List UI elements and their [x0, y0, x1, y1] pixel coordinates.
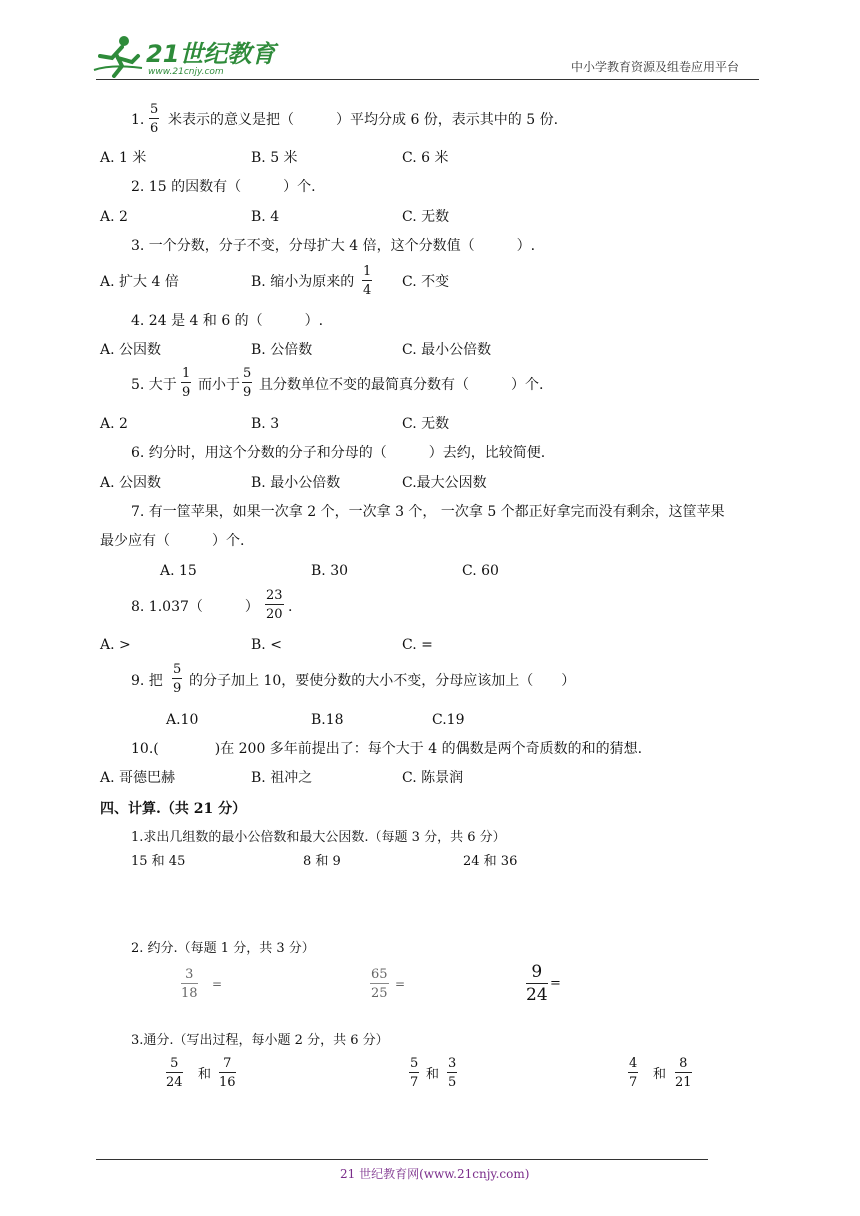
q1-number: 1.: [131, 112, 145, 128]
q5-fraction-2: $\frac{5}{9}$: [243, 366, 252, 400]
q8-option-a: A. >: [100, 637, 131, 653]
q8-text-pre: 8. 1.037（ ）: [131, 599, 259, 615]
calc-3-pair-2-fraction-b: $\frac{3}{5}$: [448, 1056, 457, 1090]
logo-url: www.21cnjy.com: [148, 67, 224, 77]
calc-2-fraction-2: $\frac{65}{25}$: [371, 967, 388, 1001]
q9-text-post: 的分子加上 10，要使分数的大小不变，分母应该加上（ ）: [189, 673, 576, 689]
q7-option-a: A. 15: [160, 563, 197, 579]
q1-option-b: B. 5 米: [251, 150, 298, 166]
q5-option-c: C. 无数: [402, 416, 450, 432]
calc-1-item-3: 24 和 36: [463, 854, 518, 869]
calc-3-pair-3-fraction-b: $\frac{8}{21}$: [675, 1056, 692, 1090]
calc-3-pair-3-fraction-a: $\frac{4}{7}$: [629, 1056, 638, 1090]
calc-2-fraction-1: $\frac{3}{18}$: [181, 967, 198, 1001]
q5-text-post: 且分数单位不变的最简真分数有（ ）个.: [259, 377, 544, 393]
q9-text-pre: 9. 把: [131, 673, 163, 689]
q7-text-line1: 7. 有一筐苹果，如果一次拿 2 个，一次拿 3 个， 一次拿 5 个都正好拿完而没有剩余，这筐苹果: [131, 504, 725, 520]
q4-option-a: A. 公因数: [100, 342, 162, 358]
calc-3-pair-2-fraction-a: $\frac{5}{7}$: [410, 1056, 419, 1090]
q3-option-c: C. 不变: [402, 274, 450, 290]
section-4-title: 四、计算.（共 21 分）: [100, 801, 247, 817]
q10-option-a: A. 哥德巴赫: [100, 770, 176, 786]
calc-3-pair-3-and: 和: [653, 1067, 667, 1082]
q5-text-pre: 5. 大于: [131, 377, 177, 393]
platform-name: 中小学教育资源及组卷应用平台: [571, 60, 740, 74]
calc-1-item-1: 15 和 45: [131, 854, 186, 869]
q7-option-c: C. 60: [462, 563, 499, 579]
calc-3-pair-2-and: 和: [426, 1067, 440, 1082]
footer-text: 21 世纪教育网(www.21cnjy.com): [340, 1167, 530, 1181]
q8-option-c: C. =: [402, 637, 433, 653]
footer-rule: [96, 1159, 708, 1160]
logo-text: 21世纪教育: [146, 40, 276, 68]
q4-option-c: C. 最小公倍数: [402, 342, 492, 358]
q2-option-a: A. 2: [100, 209, 128, 225]
q7-option-b: B. 30: [311, 563, 349, 579]
calc-2-fraction-3: $\frac{9}{24}$: [526, 962, 548, 1005]
q3-option-b: B. 缩小为原来的: [251, 274, 355, 290]
q8-fraction: $\frac{23}{20}$: [266, 588, 283, 622]
q5-fraction-1: $\frac{1}{9}$: [182, 366, 191, 400]
calc-2-equals-2: =: [395, 977, 406, 991]
calc-2-equals-3: =: [550, 976, 561, 991]
q4-text: 4. 24 是 4 和 6 的（ ）.: [131, 313, 324, 329]
q5-option-a: A. 2: [100, 416, 128, 432]
q7-text-line2: 最少应有（ ）个.: [100, 533, 245, 549]
q3-option-a: A. 扩大 4 倍: [100, 274, 179, 290]
q9-option-c: C.19: [432, 712, 465, 728]
calc-2-equals-1: =: [212, 977, 223, 991]
q10-option-c: C. 陈景润: [402, 770, 464, 786]
calc-1-title: 1.求出几组数的最小公倍数和最大公因数.（每题 3 分，共 6 分）: [131, 830, 506, 845]
q6-option-b: B. 最小公倍数: [251, 475, 341, 491]
q9-fraction: $\frac{5}{9}$: [173, 662, 182, 696]
q2-option-b: B. 4: [251, 209, 280, 225]
q6-text: 6. 约分时，用这个分数的分子和分母的（ ）去约，比较简便.: [131, 445, 546, 461]
q10-text: 10.( )在 200 多年前提出了：每个大于 4 的偶数是两个奇质数的和的猜想.: [131, 741, 643, 757]
q5-option-b: B. 3: [251, 416, 280, 432]
q1-fraction: $\frac{5}{6}$: [150, 102, 159, 136]
q6-option-a: A. 公因数: [100, 475, 162, 491]
logo-runner-icon: [92, 34, 144, 78]
q8-text-post: .: [288, 599, 293, 615]
q6-option-c: C.最大公因数: [402, 475, 487, 491]
q3-option-b-fraction: $\frac{1}{4}$: [363, 264, 372, 298]
q2-option-c: C. 无数: [402, 209, 450, 225]
header-rule: [96, 79, 759, 80]
q4-option-b: B. 公倍数: [251, 342, 313, 358]
q8-option-b: B. <: [251, 637, 282, 653]
calc-3-pair-1-fraction-b: $\frac{7}{16}$: [219, 1056, 236, 1090]
q9-option-b: B.18: [311, 712, 344, 728]
q10-option-b: B. 祖冲之: [251, 770, 313, 786]
q2-text: 2. 15 的因数有（ ）个.: [131, 179, 316, 195]
calc-2-title: 2. 约分.（每题 1 分，共 3 分）: [131, 941, 315, 956]
q1-option-c: C. 6 米: [402, 150, 449, 166]
q1-text: 米表示的意义是把（ ）平均分成 6 份，表示其中的 5 份.: [168, 112, 559, 128]
q1-option-a: A. 1 米: [100, 150, 147, 166]
q3-text: 3. 一个分数，分子不变，分母扩大 4 倍，这个分数值（ ）.: [131, 238, 536, 254]
calc-1-item-2: 8 和 9: [303, 854, 341, 869]
calc-3-pair-1-and: 和: [198, 1067, 212, 1082]
calc-3-title: 3.通分.（写出过程，每小题 2 分，共 6 分）: [131, 1033, 389, 1048]
q9-option-a: A.10: [166, 712, 199, 728]
q5-text-mid: 而小于: [198, 377, 240, 393]
calc-3-pair-1-fraction-a: $\frac{5}{24}$: [166, 1056, 183, 1090]
